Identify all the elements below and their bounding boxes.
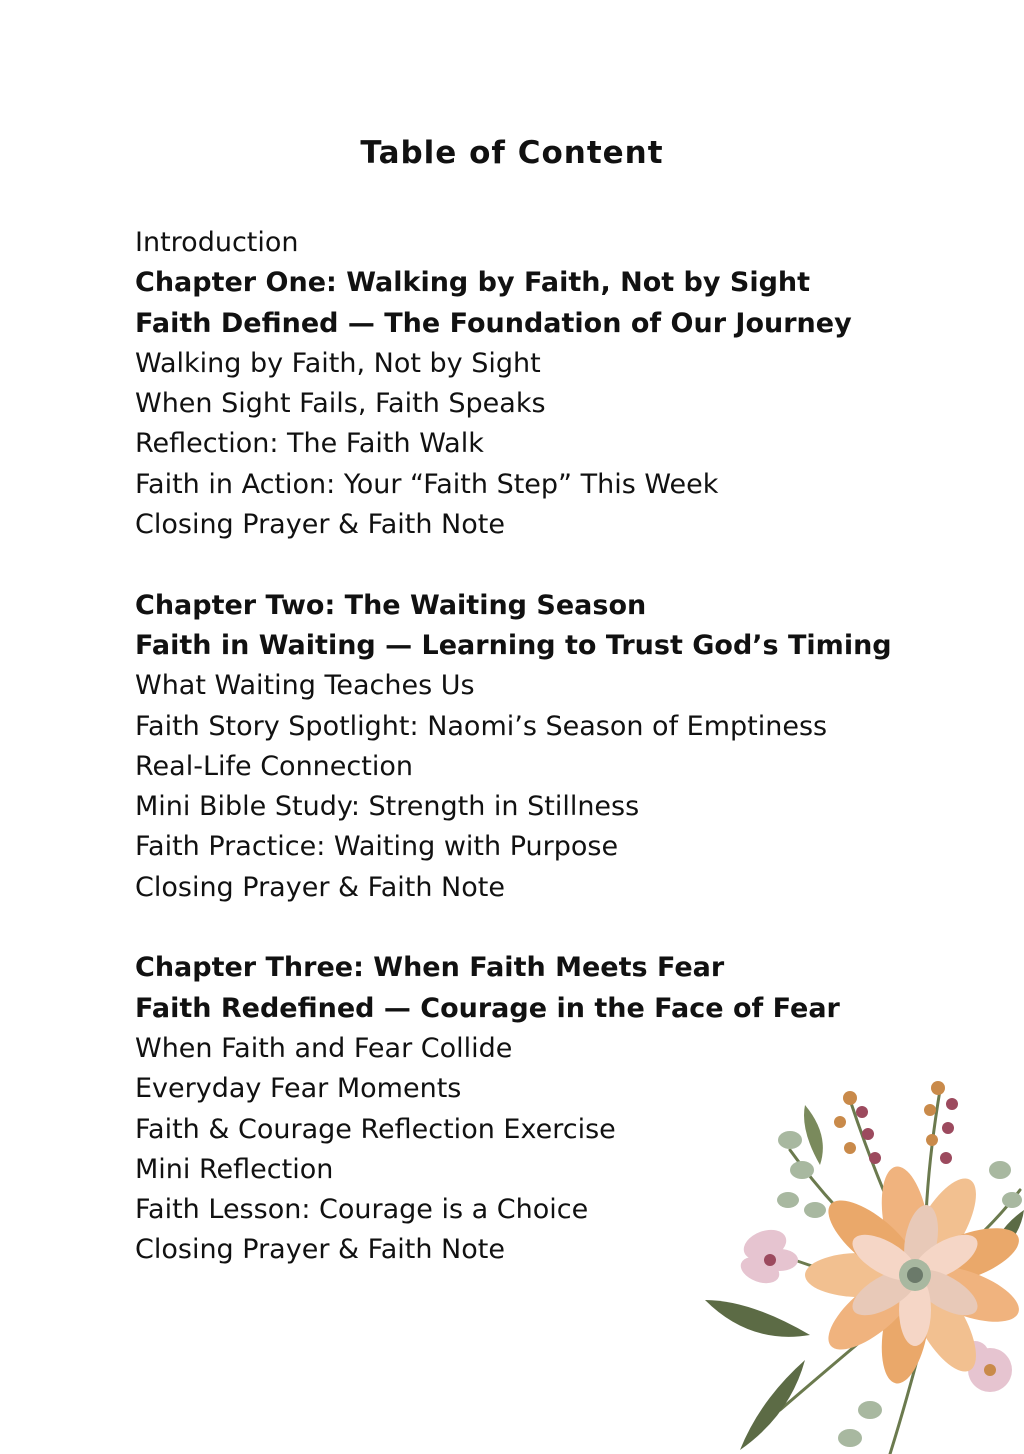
floral-bouquet-icon [690,1070,1024,1454]
toc-introduction: Introduction [135,227,299,258]
toc-item: Closing Prayer & Faith Note [135,871,505,903]
section-spacer [135,908,895,948]
toc-item: Faith in Action: Your “Faith Step” This Week [135,468,719,500]
toc-item: Faith Practice: Waiting with Purpose [135,831,619,863]
toc-item: When Sight Fails, Faith Speaks [135,388,546,420]
toc-item: Faith Story Spotlight: Naomi’s Season of Emptiness [135,710,828,742]
page-title: Table of Content [360,135,664,171]
chapter-one-subtitle: Faith Defined — The Foundation of Our Journey [135,307,852,339]
chapter-one-title: Chapter One: Walking by Faith, Not by Sight [135,267,811,299]
toc-item: Closing Prayer & Faith Note [135,509,505,541]
toc-item: Everyday Fear Moments [135,1073,462,1105]
section-spacer [135,545,895,585]
chapter-three-title: Chapter Three: When Faith Meets Fear [135,952,725,984]
chapter-two-title: Chapter Two: The Waiting Season [135,589,647,621]
toc-item: What Waiting Teaches Us [135,670,475,702]
toc-item: Reflection: The Faith Walk [135,428,484,460]
chapter-three-subtitle: Faith Redefined — Courage in the Face of Fear [135,992,840,1024]
toc-item: Real-Life Connection [135,750,413,782]
toc-item: Faith Lesson: Courage is a Choice [135,1194,589,1226]
toc-item: When Faith and Fear Collide [135,1032,513,1064]
toc-item: Closing Prayer & Faith Note [135,1234,505,1266]
toc-item: Faith & Courage Reflection Exercise [135,1113,616,1145]
chapter-two-subtitle: Faith in Waiting — Learning to Trust God’s Timing [135,629,892,661]
toc-item: Mini Reflection [135,1153,334,1185]
toc-item: Mini Bible Study: Strength in Stillness [135,791,640,823]
toc-item: Walking by Faith, Not by Sight [135,347,541,379]
